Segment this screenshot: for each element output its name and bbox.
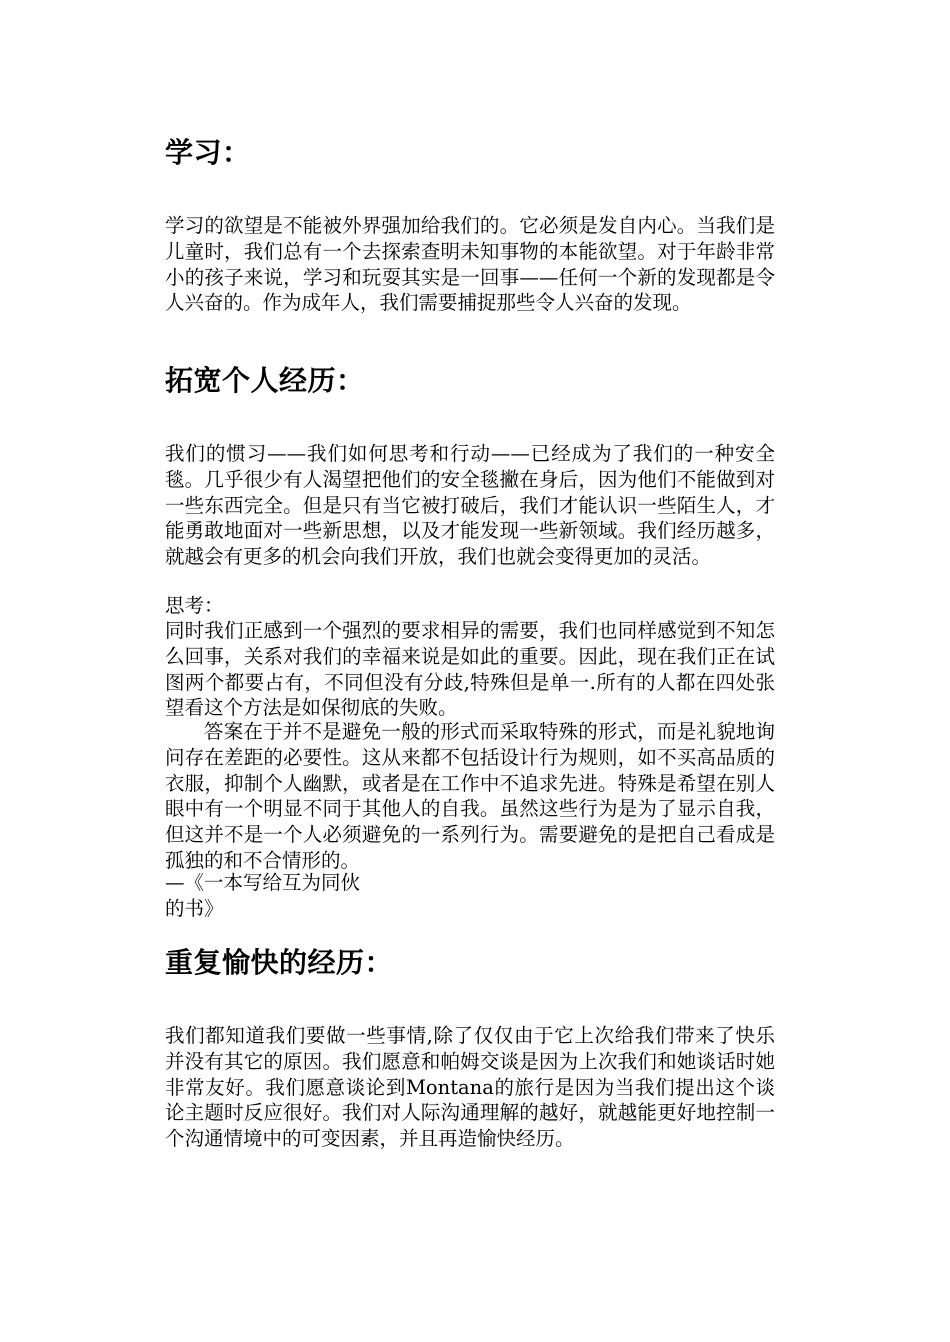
paragraph-learning: 学习的欲望是不能被外界强加给我们的。它必须是发自内心。当我们是儿童时，我们总有一个去探索查明未知事物的本能欲望。对于年龄非常小的孩子来说，学习和玩耍其实是一回事——任何一个新的发现都是令人兴奋的。作为成年人，我们需要捕捉那些令人兴奋的发现。 bbox=[165, 214, 775, 315]
paragraph-thinking-2: 答案在于并不是避免一般的形式而采取特殊的形式，而是礼貌地询问存在差距的必要性。这从来都不包括设计行为规则，如不买高品质的衣服，抑制个人幽默，或者是在工作中不追求先进。特殊是希望在别人眼中有一个明显不同于其他人的自我。虽然这些行为是为了显示自我，但这并不是一个人必须避免的一系列行为。需要避免的是把自己看成是孤独的和不合情形的。 bbox=[165, 720, 775, 872]
attribution-line-2: 的书》 bbox=[165, 897, 224, 920]
paragraph-thinking-1: 同时我们正感到一个强烈的要求相异的需要，我们也同样感觉到不知怎么回事，关系对我们的幸福来说是如此的重要。因此，现在我们正在试图两个都要占有，不同但没有分歧,特殊但是单一.所有的人都在四处张望看这个方法是如保彻底的失败。 bbox=[165, 619, 775, 720]
section-heading-broaden-experience: 拓宽个人经历： bbox=[165, 364, 365, 397]
paragraph-broaden-experience: 我们的惯习——我们如何思考和行动——已经成为了我们的一种安全毯。几乎很少有人渴望把他们的安全毯撇在身后，因为他们不能做到对一些东西完全。但是只有当它被打破后，我们才能认识一些陌生人，才能勇敢地面对一些新思想，以及才能发现一些新领域。我们经历越多，就越会有更多的机会向我们开放，我们也就会变得更加的灵活。 bbox=[165, 442, 775, 569]
section-heading-repeat-pleasant: 重复愉快的经历： bbox=[165, 946, 394, 979]
label-thinking: 思考： bbox=[165, 594, 224, 617]
section-heading-learning: 学习： bbox=[165, 136, 251, 169]
attribution-line-1: —《一本写给互为同伙 bbox=[165, 871, 361, 894]
paragraph-repeat-pleasant: 我们都知道我们要做一些事情,除了仅仅由于它上次给我们带来了快乐并没有其它的原因。我们愿意和帕姆交谈是因为上次我们和她谈话时她非常友好。我们愿意谈论到Montana的旅行是因为当我们提出这个谈论主题时反应很好。我们对人际沟通理解的越好，就越能更好地控制一个沟通情境中的可变因素，并且再造愉快经历。 bbox=[165, 1024, 775, 1151]
